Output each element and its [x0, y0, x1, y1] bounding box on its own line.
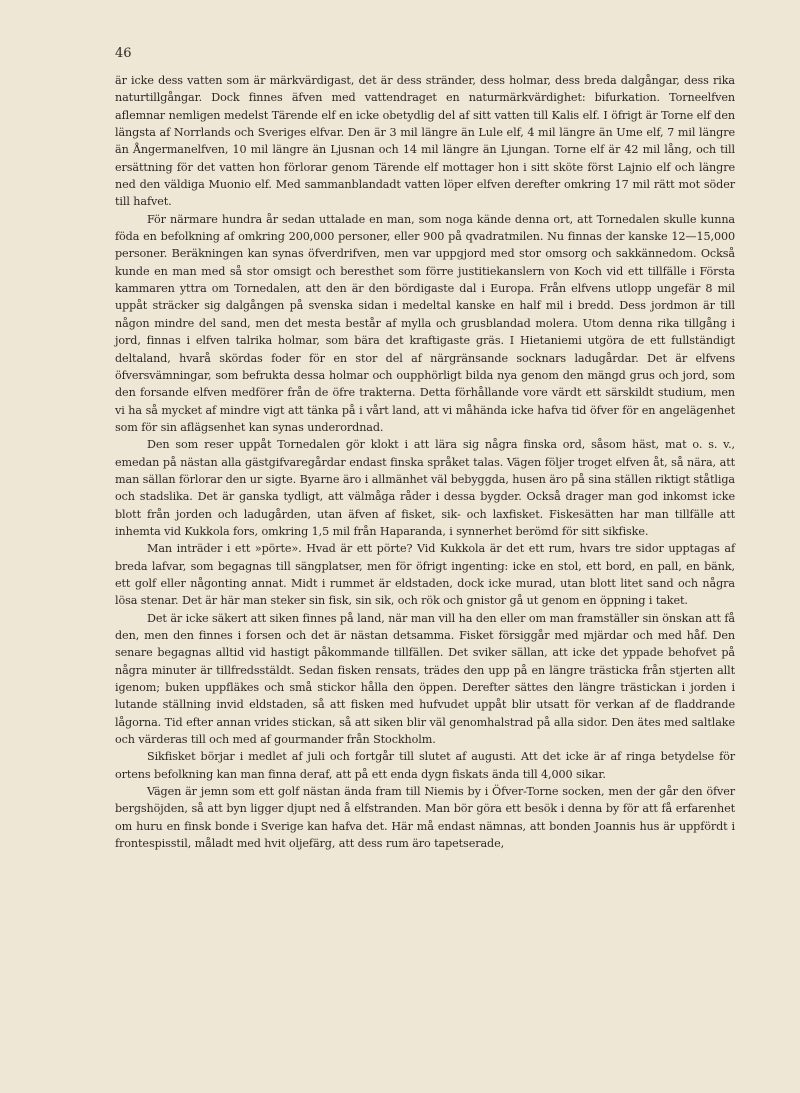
paragraph-2: För närmare hundra år sedan uttalade en man, som noga kände denna ort, att Tornedalen skulle kunna föda en befolkning af omkring 200,000 personer, eller 900 på qvadratmilen. Nu finnas der kanske 12—15,000 personer. Beräkningen kan synas öfverdrifven, men var uppgjord med stor omsorg och sakkännedom. Också kunde en man med så stor omsigt och beresthet som förre justitiekanslern von Koch vid ett tillfälle i Första kammaren yttra om Tornedalen, att den är den bördigaste dal i Europa. Från elfvens utlopp ungefär 8 mil uppåt sträcker sig dalgången på svenska sidan i medeltal kanske en half mil i bredd. Dess jordmon är till någon mindre del sand, men det mesta består af mylla och grusblandad molera. Utom denna rika tillgång i jord, finnas i elfven talrika holmar, som bära det kraftigaste gräs. I Hietaniemi utgöra de ett fullständigt deltaland, hvarå skördas foder för en stor del af närgränsande socknars ladugårdar. Det är elfvens öfversvämningar, som befrukta dessa holmar och oupphörligt bilda nya genom den mängd grus och jord, som den forsande elfven medförer från de öfre trakterna. Detta förhållande vore värdt ett särskildt studium, men vi ha så mycket af mindre vigt att tänka på i vårt land, att vi måhända icke hafva tid öfver för en angelägenhet som för sin aflägsenhet kan synas underordnad.: [115, 212, 735, 434]
paragraph-4: Man inträder i ett »pörte». Hvad är ett pörte? Vid Kukkola är det ett rum, hvars tre sidor upptagas af breda lafvar, som begagnas till sängplatser, men för öfrigt ingenting: icke en stol, ett bord, en pall, en bänk, ett golf eller någonting annat. Midt i rummet är eldstaden, dock icke murad, utan blott litet sand och några lösa stenar. Det är här man steker sin fisk, sin sik, och rök och gnistor gå ut genom en öppning i taket.: [115, 542, 735, 608]
paragraph-6: Sikfisket börjar i medlet af juli och fortgår till slutet af augusti. Att det icke är af ringa betydelse för ortens befolkning kan man finna deraf, att på ett enda dygn fiskats ända till 4,000 sikar.: [115, 750, 735, 781]
paragraph-1: är icke dess vatten som är märkvärdigast, det är dess stränder, dess holmar, dess breda dalgångar, dess rika naturtillgångar. Dock finnes äfven med vattendraget en naturmärkvärdighet: bifurkation. Torneelfven aflemnar nemligen medelst Tärende elf en icke obetydlig del af sitt vatten till Kalis elf. I öfrigt är Torne elf den längsta af Norrlands och Sveriges elfvar. Den är 3 mil längre än Lule elf, 4 mil längre än Ume elf, 7 mil längre än Ångermanelfven, 10 mil längre än Ljusnan och 14 mil längre än Ljungan. Torne elf är 42 mil lång, och till ersättning för det vatten hon förlorar genom Tärende elf mottager hon i sitt sköte först Lajnio elf och längre ned den väldiga Muonio elf. Med sammanblandadt vatten löper elfven derefter omkring 17 mil rätt mot söder till hafvet.: [115, 74, 735, 209]
body-text: [115, 72, 735, 852]
page-number: 46: [115, 46, 132, 61]
paragraph-7: Vägen är jemn som ett golf nästan ända fram till Niemis by i Öfver-Torne socken, men der går den öfver bergshöjden, så att byn ligger djupt ned å elfstranden. Man bör göra ett besök i denna by för att få erfarenhet om huru en finsk bonde i Sverige kan hafva det. Här må endast nämnas, att bonden Joannis hus är uppfördt i frontespisstil, måladt med hvit oljefärg, att dess rum äro tapetserade,: [115, 785, 735, 851]
paragraph-5: Det är icke säkert att siken finnes på land, när man vill ha den eller om man framställer sin önskan att få den, men den finnes i forsen och det är nästan detsamma. Fisket försiggår med mjärdar och med håf. Den senare begagnas alltid vid hastigt påkommande tillfällen. Det sviker sällan, att icke det yppade behofvet på några minuter är tillfredsstäldt. Sedan fisken rensats, trädes den upp på en längre trästicka från stjerten allt igenom; buken uppfläkes och små stickor hålla den öppen. Derefter sättes den längre trästickan i jorden i lutande ställning invid eldstaden, så att fisken med hufvudet uppåt blir utsatt för verkan af de fladdrande lågorna. Tid efter annan vrides stickan, så att siken blir väl genomhalstrad på alla sidor. Den ätes med saltlake och värderas till och med af gourmander från Stockholm.: [115, 611, 735, 747]
paragraph-3: Den som reser uppåt Tornedalen gör klokt i att lära sig några finska ord, såsom häst, mat o. s. v., emedan på nästan alla gästgifvaregårdar endast finska språket talas. Vägen följer troget elfven åt, så nära, att man sällan förlorar den ur sigte. Byarne äro i allmänhet väl bebyggda, husen äro på sina ställen riktigt ståtliga och stadslika. Det är ganska tydligt, att välmåga råder i dessa bygder. Också drager man god inkomst icke blott från jorden och ladugården, utan äfven af fisket, sik- och laxfisket. Fiskesätten har man tillfälle att inhemta vid Kukkola fors, omkring 1,5 mil från Haparanda, i synnerhet berömd för sitt sikfiske.: [115, 438, 735, 538]
